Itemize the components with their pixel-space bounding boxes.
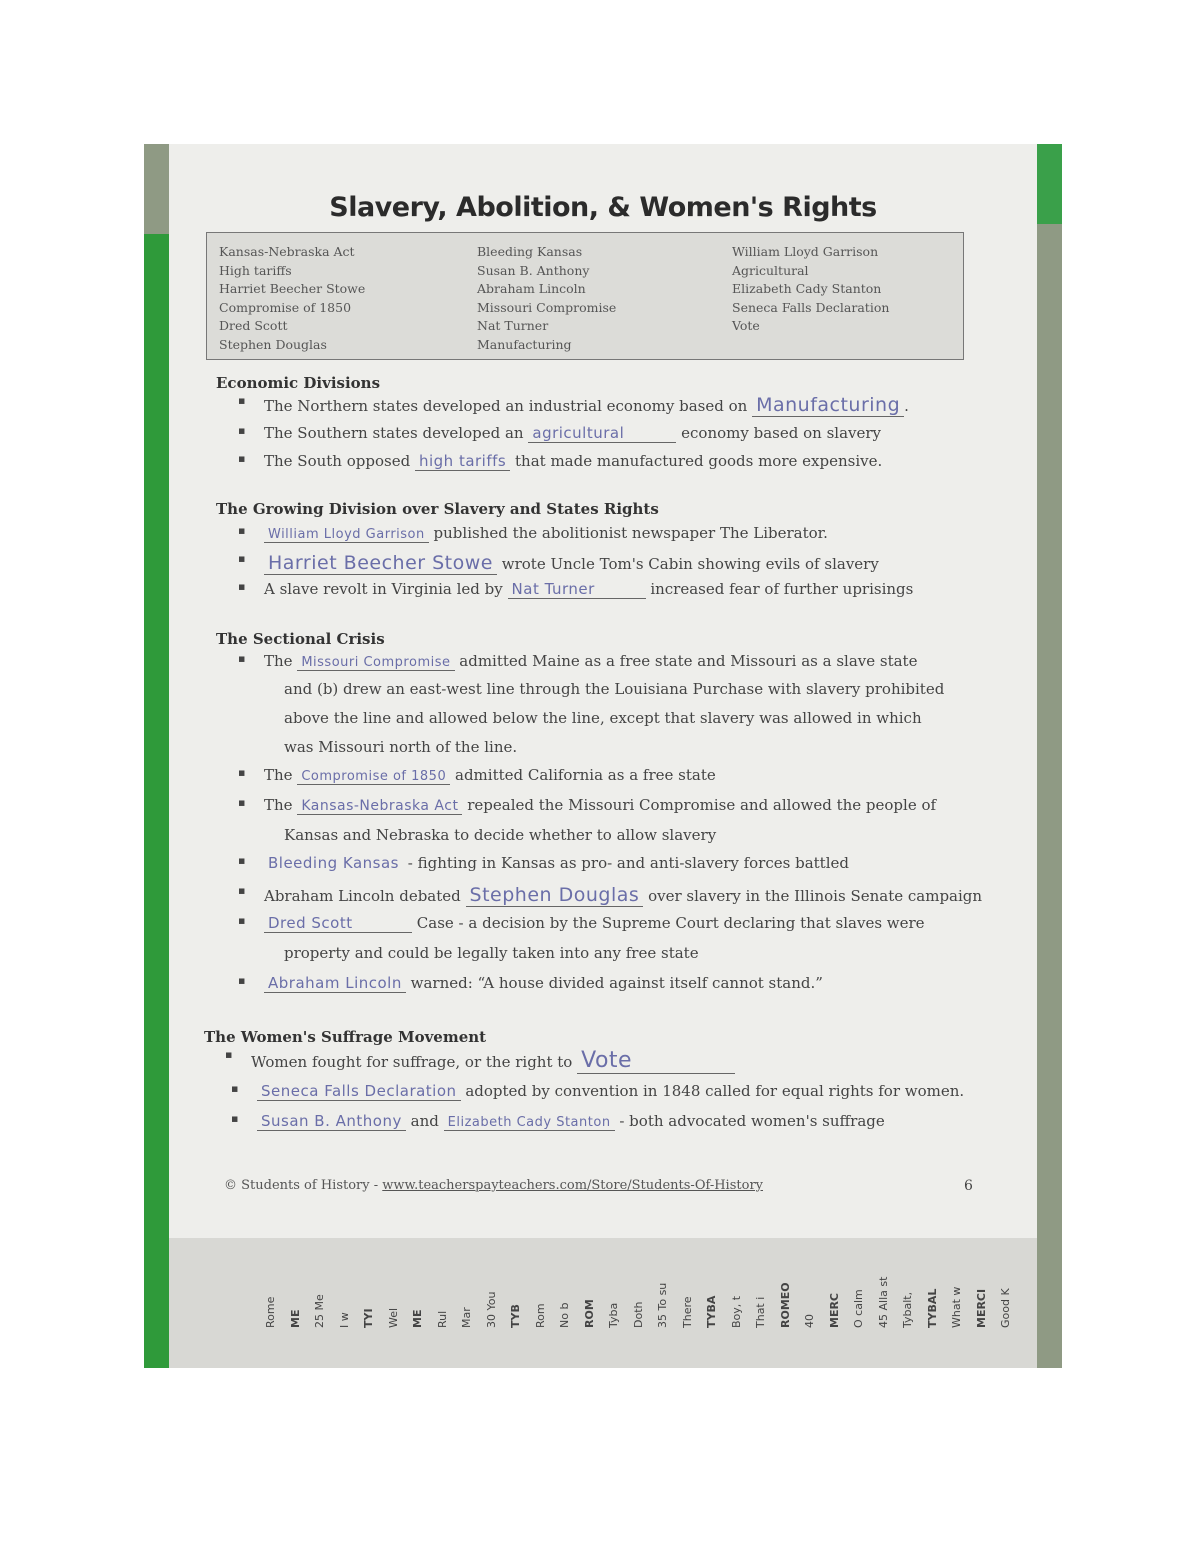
strip-text: TYB bbox=[509, 1304, 522, 1328]
word-bank-item: High tariffs bbox=[219, 262, 292, 278]
bullet-icon: ▪ bbox=[238, 580, 246, 593]
word-bank-item: Manufacturing bbox=[477, 336, 572, 352]
bullet-icon: ▪ bbox=[238, 914, 246, 927]
footer-credit: © Students of History - www.teacherspayteachers.com/Store/Students-Of-History bbox=[224, 1178, 763, 1193]
underlying-page-strip bbox=[169, 1238, 1037, 1368]
strip-text: 25 Me bbox=[313, 1294, 326, 1328]
fill-line: ▪ The Northern states developed an industrial economy based on Manufacturing . bbox=[238, 394, 909, 416]
section-heading-suffrage: The Women's Suffrage Movement bbox=[204, 1028, 487, 1046]
strip-text: Rome bbox=[264, 1296, 277, 1328]
fill-line: ▪ Susan B. Anthony and Elizabeth Cady Stanton - both advocated women's suffrage bbox=[231, 1112, 885, 1130]
fill-line: ▪ Bleeding Kansas - fighting in Kansas as pro- and anti-slavery forces battled bbox=[238, 854, 849, 872]
strip-text: 35 To su bbox=[656, 1282, 669, 1328]
handwritten-answer[interactable]: Dred Scott bbox=[264, 914, 412, 933]
section-heading-crisis: The Sectional Crisis bbox=[216, 630, 385, 648]
strip-text: MERCI bbox=[975, 1288, 988, 1328]
handwritten-answer[interactable]: Abraham Lincoln bbox=[264, 974, 406, 993]
strip-text: ROMEO bbox=[779, 1282, 792, 1328]
strip-text: I w bbox=[338, 1312, 351, 1328]
section-heading-economic: Economic Divisions bbox=[216, 374, 381, 392]
handwritten-answer[interactable]: Missouri Compromise bbox=[297, 655, 454, 671]
handwritten-answer[interactable]: agricultural bbox=[528, 424, 676, 443]
text-line: property and could be legally taken into any free state bbox=[284, 944, 699, 962]
handwritten-answer[interactable]: Compromise of 1850 bbox=[297, 769, 450, 785]
handwritten-answer[interactable]: Elizabeth Cady Stanton bbox=[444, 1115, 615, 1131]
word-bank-col-3 bbox=[732, 243, 889, 336]
strip-text: What w bbox=[950, 1286, 963, 1328]
text-line: above the line and allowed below the line, except that slavery was allowed in which bbox=[284, 709, 922, 727]
word-bank-item: Nat Turner bbox=[477, 318, 549, 333]
strip-text: TYI bbox=[362, 1308, 375, 1328]
fill-line: ▪ Dred Scott Case - a decision by the Supreme Court declaring that slaves were bbox=[238, 914, 925, 932]
footer-link[interactable]: www.teacherspayteachers.com/Store/Students-Of-History bbox=[382, 1178, 763, 1193]
strip-text: O calm bbox=[852, 1289, 865, 1328]
handwritten-answer[interactable]: Seneca Falls Declaration bbox=[257, 1082, 461, 1101]
strip-text: Rul bbox=[436, 1310, 449, 1328]
word-bank-col-2 bbox=[477, 243, 616, 354]
word-bank-item: Abraham Lincoln bbox=[477, 281, 586, 296]
fill-line: ▪ A slave revolt in Virginia led by Nat Turner increased fear of further uprisings bbox=[238, 580, 914, 598]
text-line: and (b) drew an east-west line through the Louisiana Purchase with slavery prohibited bbox=[284, 680, 945, 698]
word-bank-item: Agricultural bbox=[732, 262, 809, 278]
handwritten-answer[interactable]: Vote bbox=[577, 1048, 735, 1074]
word-bank-item: Missouri Compromise bbox=[477, 299, 617, 315]
strip-text: TYBAL bbox=[926, 1288, 939, 1328]
strip-text: ME bbox=[289, 1309, 302, 1328]
word-bank-item: Stephen Douglas bbox=[219, 336, 327, 352]
strip-text: 45 Alla st bbox=[877, 1276, 890, 1328]
bullet-icon: ▪ bbox=[238, 796, 246, 809]
fill-line: ▪ The Missouri Compromise admitted Maine as a free state and Missouri as a slave state bbox=[238, 652, 918, 670]
bullet-icon: ▪ bbox=[238, 424, 246, 437]
fill-line: ▪ The Southern states developed an agricultural economy based on slavery bbox=[238, 424, 882, 442]
fill-line: ▪ Harriet Beecher Stowe wrote Uncle Tom's Cabin showing evils of slavery bbox=[238, 552, 879, 574]
handwritten-answer[interactable]: Bleeding Kansas bbox=[268, 854, 399, 872]
bullet-icon: ▪ bbox=[238, 766, 246, 779]
fill-line: ▪ The Compromise of 1850 admitted California as a free state bbox=[238, 766, 716, 784]
bullet-icon: ▪ bbox=[238, 652, 246, 665]
bullet-icon: ▪ bbox=[238, 884, 246, 897]
handwritten-answer[interactable]: Harriet Beecher Stowe bbox=[264, 552, 497, 575]
handwritten-answer[interactable]: Nat Turner bbox=[508, 580, 646, 599]
word-bank bbox=[206, 232, 964, 360]
word-bank-item: William Lloyd Garrison bbox=[732, 244, 879, 259]
strip-text: 40 bbox=[803, 1314, 816, 1328]
strip-text: ROM bbox=[583, 1299, 596, 1328]
handwritten-answer[interactable]: Manufacturing bbox=[752, 394, 904, 417]
fill-line: ▪ The Kansas-Nebraska Act repealed the Missouri Compromise and allowed the people of bbox=[238, 796, 937, 814]
bullet-icon: ▪ bbox=[238, 974, 246, 987]
text-line: Kansas and Nebraska to decide whether to allow slavery bbox=[284, 826, 717, 844]
strip-text: Rom bbox=[534, 1303, 547, 1328]
fill-line: ▪ Abraham Lincoln debated Stephen Douglas over slavery in the Illinois Senate campaign bbox=[238, 884, 983, 906]
handwritten-answer[interactable]: Stephen Douglas bbox=[466, 884, 644, 907]
strip-text: No b bbox=[558, 1302, 571, 1328]
bullet-icon: ▪ bbox=[231, 1082, 239, 1095]
fill-line: ▪ Seneca Falls Declaration adopted by convention in 1848 called for equal rights for women. bbox=[231, 1082, 965, 1100]
strip-text: MERC bbox=[828, 1292, 841, 1328]
word-bank-item: Vote bbox=[732, 318, 760, 333]
word-bank-col-1 bbox=[219, 243, 365, 354]
fill-line: ▪ Women fought for suffrage, or the right to Vote bbox=[251, 1048, 735, 1074]
fill-line: ▪ William Lloyd Garrison published the abolitionist newspaper The Liberator. bbox=[238, 524, 828, 542]
word-bank-item: Bleeding Kansas bbox=[477, 244, 583, 259]
text-line: was Missouri north of the line. bbox=[284, 738, 518, 756]
handwritten-answer[interactable]: Susan B. Anthony bbox=[257, 1112, 406, 1131]
strip-text: ME bbox=[411, 1309, 424, 1328]
strip-text: Tyba bbox=[607, 1302, 620, 1328]
strip-text: That i bbox=[754, 1296, 767, 1328]
strip-text: TYBA bbox=[705, 1295, 718, 1328]
handwritten-answer[interactable]: William Lloyd Garrison bbox=[264, 527, 429, 543]
strip-text: Mar bbox=[460, 1307, 473, 1328]
bullet-icon: ▪ bbox=[231, 1112, 239, 1125]
bullet-icon: ▪ bbox=[238, 524, 246, 537]
worksheet-page bbox=[169, 144, 1037, 1368]
fill-line: ▪ Abraham Lincoln warned: “A house divided against itself cannot stand.” bbox=[238, 974, 823, 992]
strip-text: 30 You bbox=[485, 1291, 498, 1328]
word-bank-item: Harriet Beecher Stowe bbox=[219, 281, 366, 296]
word-bank-item: Dred Scott bbox=[219, 318, 288, 333]
word-bank-item: Seneca Falls Declaration bbox=[732, 299, 890, 315]
section-heading-growing: The Growing Division over Slavery and States Rights bbox=[216, 500, 659, 518]
word-bank-item: Elizabeth Cady Stanton bbox=[732, 281, 882, 296]
bullet-icon: ▪ bbox=[238, 452, 246, 465]
strip-text: Doth bbox=[632, 1301, 645, 1328]
fill-line: ▪ The South opposed high tariffs that made manufactured goods more expensive. bbox=[238, 452, 883, 470]
handwritten-answer[interactable]: Kansas-Nebraska Act bbox=[297, 798, 462, 815]
strip-text: Boy, t bbox=[730, 1295, 743, 1328]
bullet-icon: ▪ bbox=[238, 552, 246, 565]
strip-text: Good K bbox=[999, 1288, 1012, 1328]
bullet-icon: ▪ bbox=[225, 1048, 233, 1061]
handwritten-answer[interactable]: high tariffs bbox=[415, 452, 510, 471]
word-bank-item: Compromise of 1850 bbox=[219, 299, 352, 315]
word-bank-item: Kansas-Nebraska Act bbox=[219, 244, 355, 259]
page-title: Slavery, Abolition, & Women's Rights bbox=[329, 192, 877, 223]
bullet-icon: ▪ bbox=[238, 394, 246, 407]
photo-background bbox=[144, 144, 1062, 1368]
word-bank-item: Susan B. Anthony bbox=[477, 262, 590, 278]
strip-text: Tybalt, bbox=[901, 1291, 914, 1328]
strip-text: Wel bbox=[387, 1307, 400, 1328]
strip-text: There bbox=[681, 1296, 694, 1328]
page-number: 6 bbox=[964, 1178, 973, 1194]
bullet-icon: ▪ bbox=[238, 854, 246, 867]
